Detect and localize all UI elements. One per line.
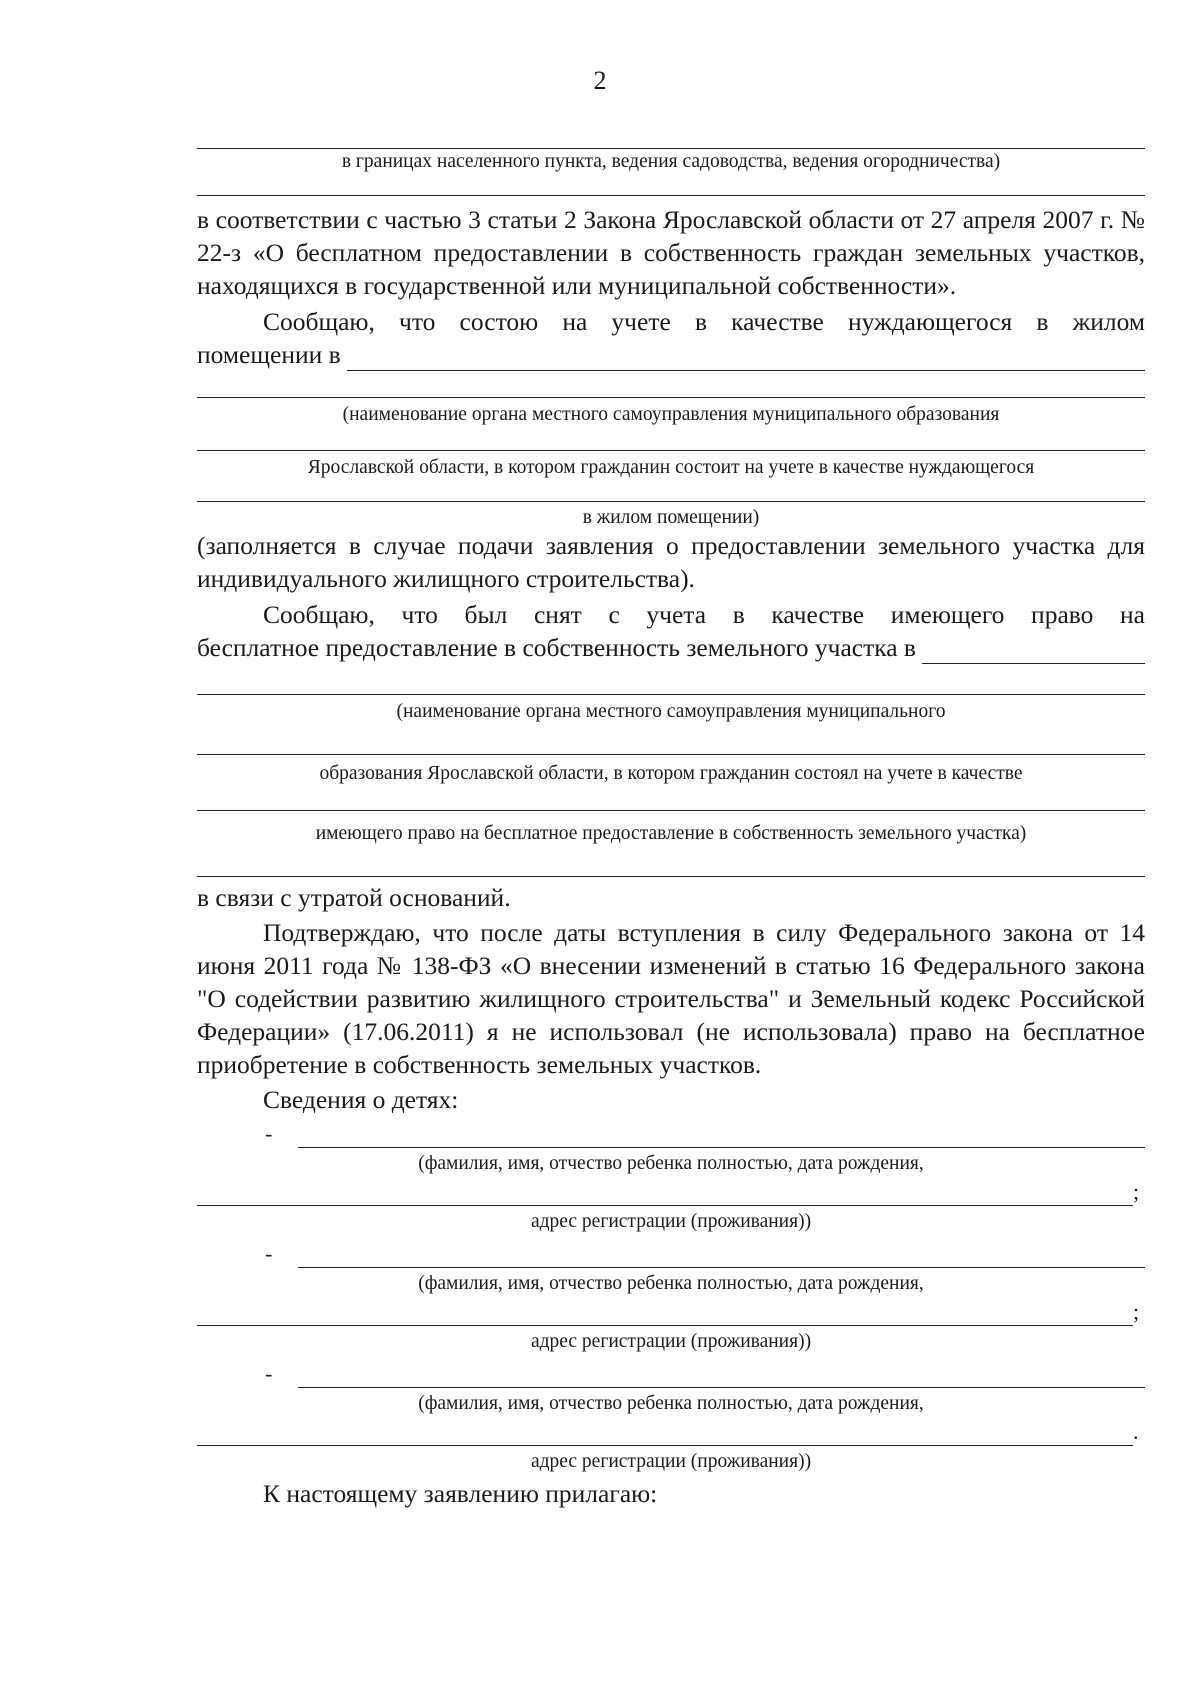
paragraph-confirmation: Подтверждаю, что после даты вступления в силу Федерального закона от 14 июня 2011 года № 138-ФЗ «О внесении изменений в статью 16 Федерального закона "О содействии развитию жилищного строительства" и Земельный кодекс Российской Федерации» (17.06.2011) я не использовал (не использовала) право на бесплатное приобретение в собственность земельных участков. — [197, 918, 1145, 1079]
blank-line[interactable] — [197, 501, 1145, 502]
blank-line[interactable] — [197, 876, 1145, 877]
blank-line[interactable] — [197, 694, 1145, 695]
child-address-field[interactable] — [197, 1181, 1133, 1206]
blank-line[interactable] — [197, 397, 1145, 398]
child-name-field[interactable] — [298, 1243, 1145, 1268]
removed-paragraph-line2-text: бесплатное предоставление в собственность земельного участка в — [197, 633, 916, 662]
child-address-row — [197, 1298, 1145, 1326]
children-heading: Сведения о детях: — [263, 1085, 459, 1114]
blank-line[interactable] — [197, 754, 1145, 755]
child-address-row — [197, 1178, 1145, 1206]
housing-caption-1: (наименование органа местного самоуправления муниципального образования — [342, 404, 1000, 425]
removed-paragraph-line1: Сообщаю, что был снят с учета в качестве имеющего право на — [263, 600, 1145, 629]
child-name-row — [265, 1120, 1145, 1148]
child-entry — [197, 1120, 1145, 1234]
page-number: 2 — [593, 66, 607, 95]
child-caption-2: адрес регистрации (проживания)) — [530, 1451, 812, 1472]
child-address-field[interactable] — [197, 1301, 1133, 1326]
end-punct: . — [1133, 1419, 1139, 1444]
removed-paragraph-line2 — [197, 631, 1145, 664]
child-name-field[interactable] — [298, 1363, 1145, 1388]
attachments-heading: К настоящему заявлению прилагаю: — [263, 1479, 658, 1508]
paragraph-law-reference: в соответствии с частью 3 статьи 2 Закона Ярославской области от 27 апреля 2007 г. № 22-з «О бесплатном предоставлении в собственность граждан земельных участков, находящихся в государственной или муниципальной собственности». — [197, 205, 1145, 300]
child-caption-2: адрес регистрации (проживания)) — [530, 1211, 812, 1232]
child-name-row — [265, 1240, 1145, 1268]
child-caption-2: адрес регистрации (проживания)) — [530, 1331, 812, 1352]
child-name-row — [265, 1360, 1145, 1388]
housing-paragraph-line2 — [197, 338, 1145, 371]
removed-reason: в связи с утратой оснований. — [197, 883, 511, 912]
housing-paragraph-line1: Сообщаю, что состою на учете в качестве нуждающегося в жилом — [263, 307, 1145, 336]
child-caption-1: (фамилия, имя, отчество ребенка полностью, дата рождения, — [418, 1393, 924, 1414]
blank-line[interactable] — [197, 148, 1145, 149]
removed-caption-3: имеющего право на бесплатное предоставление в собственность земельного участка) — [315, 823, 1027, 844]
housing-caption-2: Ярославской области, в котором гражданин состоит на учете в качестве нуждающегося — [307, 457, 1035, 478]
housing-note: (заполняется в случае подачи заявления о предоставлении земельного участка для индивидуального жилищного строительства). — [197, 531, 1145, 593]
blank-line[interactable] — [197, 195, 1145, 196]
dash: - — [265, 1361, 273, 1386]
end-punct: ; — [1133, 1179, 1140, 1204]
dash: - — [265, 1241, 273, 1266]
caption-settlement: в границах населенного пункта, ведения садоводства, ведения огородничества) — [341, 151, 1001, 172]
end-punct: ; — [1133, 1299, 1140, 1324]
child-entry — [197, 1360, 1145, 1474]
housing-paragraph-line2-text: помещении в — [197, 340, 341, 369]
child-caption-1: (фамилия, имя, отчество ребенка полностью, дата рождения, — [418, 1273, 924, 1294]
document-body — [197, 148, 1145, 1510]
blank-line[interactable] — [197, 810, 1145, 811]
housing-authority-field[interactable] — [347, 344, 1145, 371]
child-name-field[interactable] — [298, 1123, 1145, 1148]
child-entry — [197, 1240, 1145, 1354]
child-caption-1: (фамилия, имя, отчество ребенка полностью, дата рождения, — [418, 1153, 924, 1174]
blank-line[interactable] — [197, 450, 1145, 451]
removed-caption-1: (наименование органа местного самоуправления муниципального — [396, 701, 946, 722]
dash: - — [265, 1121, 273, 1146]
removed-caption-2: образования Ярославской области, в котором гражданин состоял на учете в качестве — [319, 763, 1023, 784]
removed-authority-field[interactable] — [922, 637, 1145, 664]
child-address-row — [197, 1418, 1145, 1446]
housing-caption-3: в жилом помещении) — [582, 507, 760, 528]
child-address-field[interactable] — [197, 1421, 1133, 1446]
